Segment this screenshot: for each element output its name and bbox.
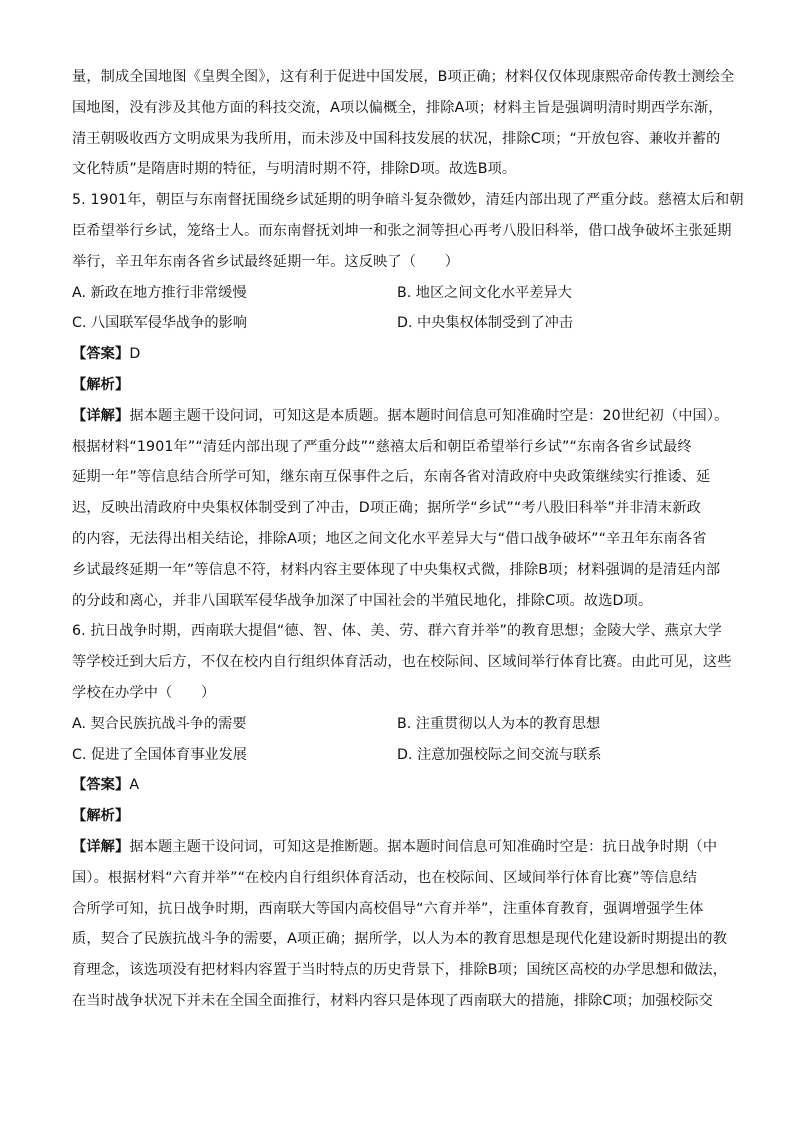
question-stem-line: 6. 抗日战争时期，西南联大提倡“德、智、体、美、劳、群六育并举”的教育思想；金陵大学、燕京大学 — [72, 623, 723, 640]
detail-text: 据本题主题干设问词，可知这是推断题。据本题时间信息可知准确时空是：抗日战争时期（中 — [129, 838, 718, 855]
option-c: C. 八国联军侵华战争的影响 — [72, 315, 247, 332]
detail-tag: 【详解】 — [72, 838, 130, 855]
answer-value: A — [129, 777, 140, 794]
answer-line — [72, 770, 722, 801]
detail-text: 据本题主题干设问词，可知这是本质题。据本题时间信息可知准确时空是：20世纪初（中国）。 — [129, 407, 729, 424]
option-b: B. 地区之间文化水平差异大 — [397, 284, 572, 301]
option-d: D. 注意加强校际之间交流与联系 — [397, 746, 602, 763]
question-stem-line: 等学校迁到大后方，不仅在校内自行组织体育活动，也在校际间、区域间举行体育比赛。由此可见，这些 — [72, 654, 732, 671]
question-stem-line: 5. 1901年，朝臣与东南督抚围绕乡试延期的明争暗斗复杂微妙，清廷内部出现了严重分歧。慈禧太后和朝 — [72, 192, 744, 209]
analysis-line — [72, 370, 722, 401]
detail-line: 迟，反映出清政府中央集权体制受到了冲击，D项正确；据所学“乡试”“考八股旧科举”并非清末新政 — [72, 500, 701, 517]
text-line: 文化特质”是隋唐时期的特征，与明清时期不符，排除D项。故选B项。 — [72, 161, 517, 178]
options-row — [72, 740, 722, 771]
detail-line: 根据材料“1901年”“清廷内部出现了严重分歧”“慈禧太后和朝臣希望举行乡试”“东南各省乡试最终 — [72, 438, 692, 455]
analysis-tag: 【解析】 — [72, 376, 130, 393]
detail-line: 的分歧和离心，并非八国联军侵华战争加深了中国社会的半殖民地化，排除C项。故选D项。 — [72, 592, 653, 609]
detail-line: 乡试最终延期一年”等信息不符，材料内容主要体现了中央集权式微，排除B项；材料强调的是清廷内部 — [72, 561, 721, 578]
detail-line — [72, 832, 722, 863]
text-line: 国地图，没有涉及其他方面的科技交流，A项以偏概全，排除A项；材料主旨是强调明清时期西学东渐， — [72, 99, 723, 116]
detail-line: 合所学可知，抗日战争时期，西南联大等国内高校倡导“六育并举”，注重体育教育，强调增强学生体 — [72, 900, 704, 917]
detail-line: 在当时战争状况下并未在全国全面推行，材料内容只是体现了西南联大的措施，排除C项；加强校际交 — [72, 992, 713, 1009]
question-stem-line: 举行，辛丑年东南各省乡试最终延期一年。这反映了（ ） — [72, 253, 460, 270]
text-line: 清王朝吸收西方文明成果为我所用，而未涉及中国科技发展的状况，排除C项；“开放包容、兼收并蓄的 — [72, 130, 721, 147]
detail-line: 质，契合了民族抗战斗争的需要，A项正确；据所学，以人为本的教育思想是现代化建设新时期提出的教 — [72, 931, 728, 948]
analysis-tag: 【解析】 — [72, 808, 130, 825]
text-line: 量，制成全国地图《皇舆全图》，这有利于促进中国发展，B项正确；材料仅仅体现康熙帝命传教士测绘全 — [72, 69, 735, 85]
options-row — [72, 278, 722, 309]
detail-line: 的内容，无法得出相关结论，排除A项；地区之间文化水平差异大与“借口战争破坏”“辛丑年东南各省 — [72, 530, 707, 547]
options-row — [72, 308, 722, 339]
option-a: A. 契合民族抗战斗争的需要 — [72, 715, 247, 732]
answer-tag: 【答案】 — [72, 777, 130, 794]
option-c: C. 促进了全国体育事业发展 — [72, 746, 247, 763]
intro-paragraph — [72, 62, 735, 185]
option-a: A. 新政在地方推行非常缓慢 — [72, 284, 247, 301]
question-stem-line: 学校在办学中（ ） — [72, 684, 216, 701]
detail-line: 延期一年”等信息结合所学可知，继东南互保事件之后，东南各省对清政府中央政策继续实行推诿、延 — [72, 469, 711, 486]
detail-tag: 【详解】 — [72, 407, 130, 424]
analysis-line — [72, 801, 722, 832]
option-d: D. 中央集权体制受到了冲击 — [397, 315, 574, 332]
answer-tag: 【答案】 — [72, 346, 130, 363]
detail-line: 国）。根据材料“六育并举”“在校内自行组织体育活动，也在校际间、区域间举行体育比赛”等信息结 — [72, 869, 698, 886]
answer-value: D — [129, 346, 141, 363]
question-stem-line: 臣希望举行乡试，笼络士人。而东南督抚刘坤一和张之洞等担心再考八股旧科举，借口战争破坏主张延期 — [72, 222, 732, 239]
answer-line — [72, 339, 722, 370]
document-page — [72, 62, 744, 1017]
options-row — [72, 709, 722, 740]
option-b: B. 注重贯彻以人为本的教育思想 — [397, 715, 601, 732]
question-6 — [72, 616, 732, 1016]
detail-line — [72, 401, 729, 432]
question-5 — [72, 185, 744, 616]
detail-line: 育理念，该选项没有把材料内容置于当时特点的历史背景下，排除B项；国统区高校的办学思想和做法， — [72, 962, 728, 979]
